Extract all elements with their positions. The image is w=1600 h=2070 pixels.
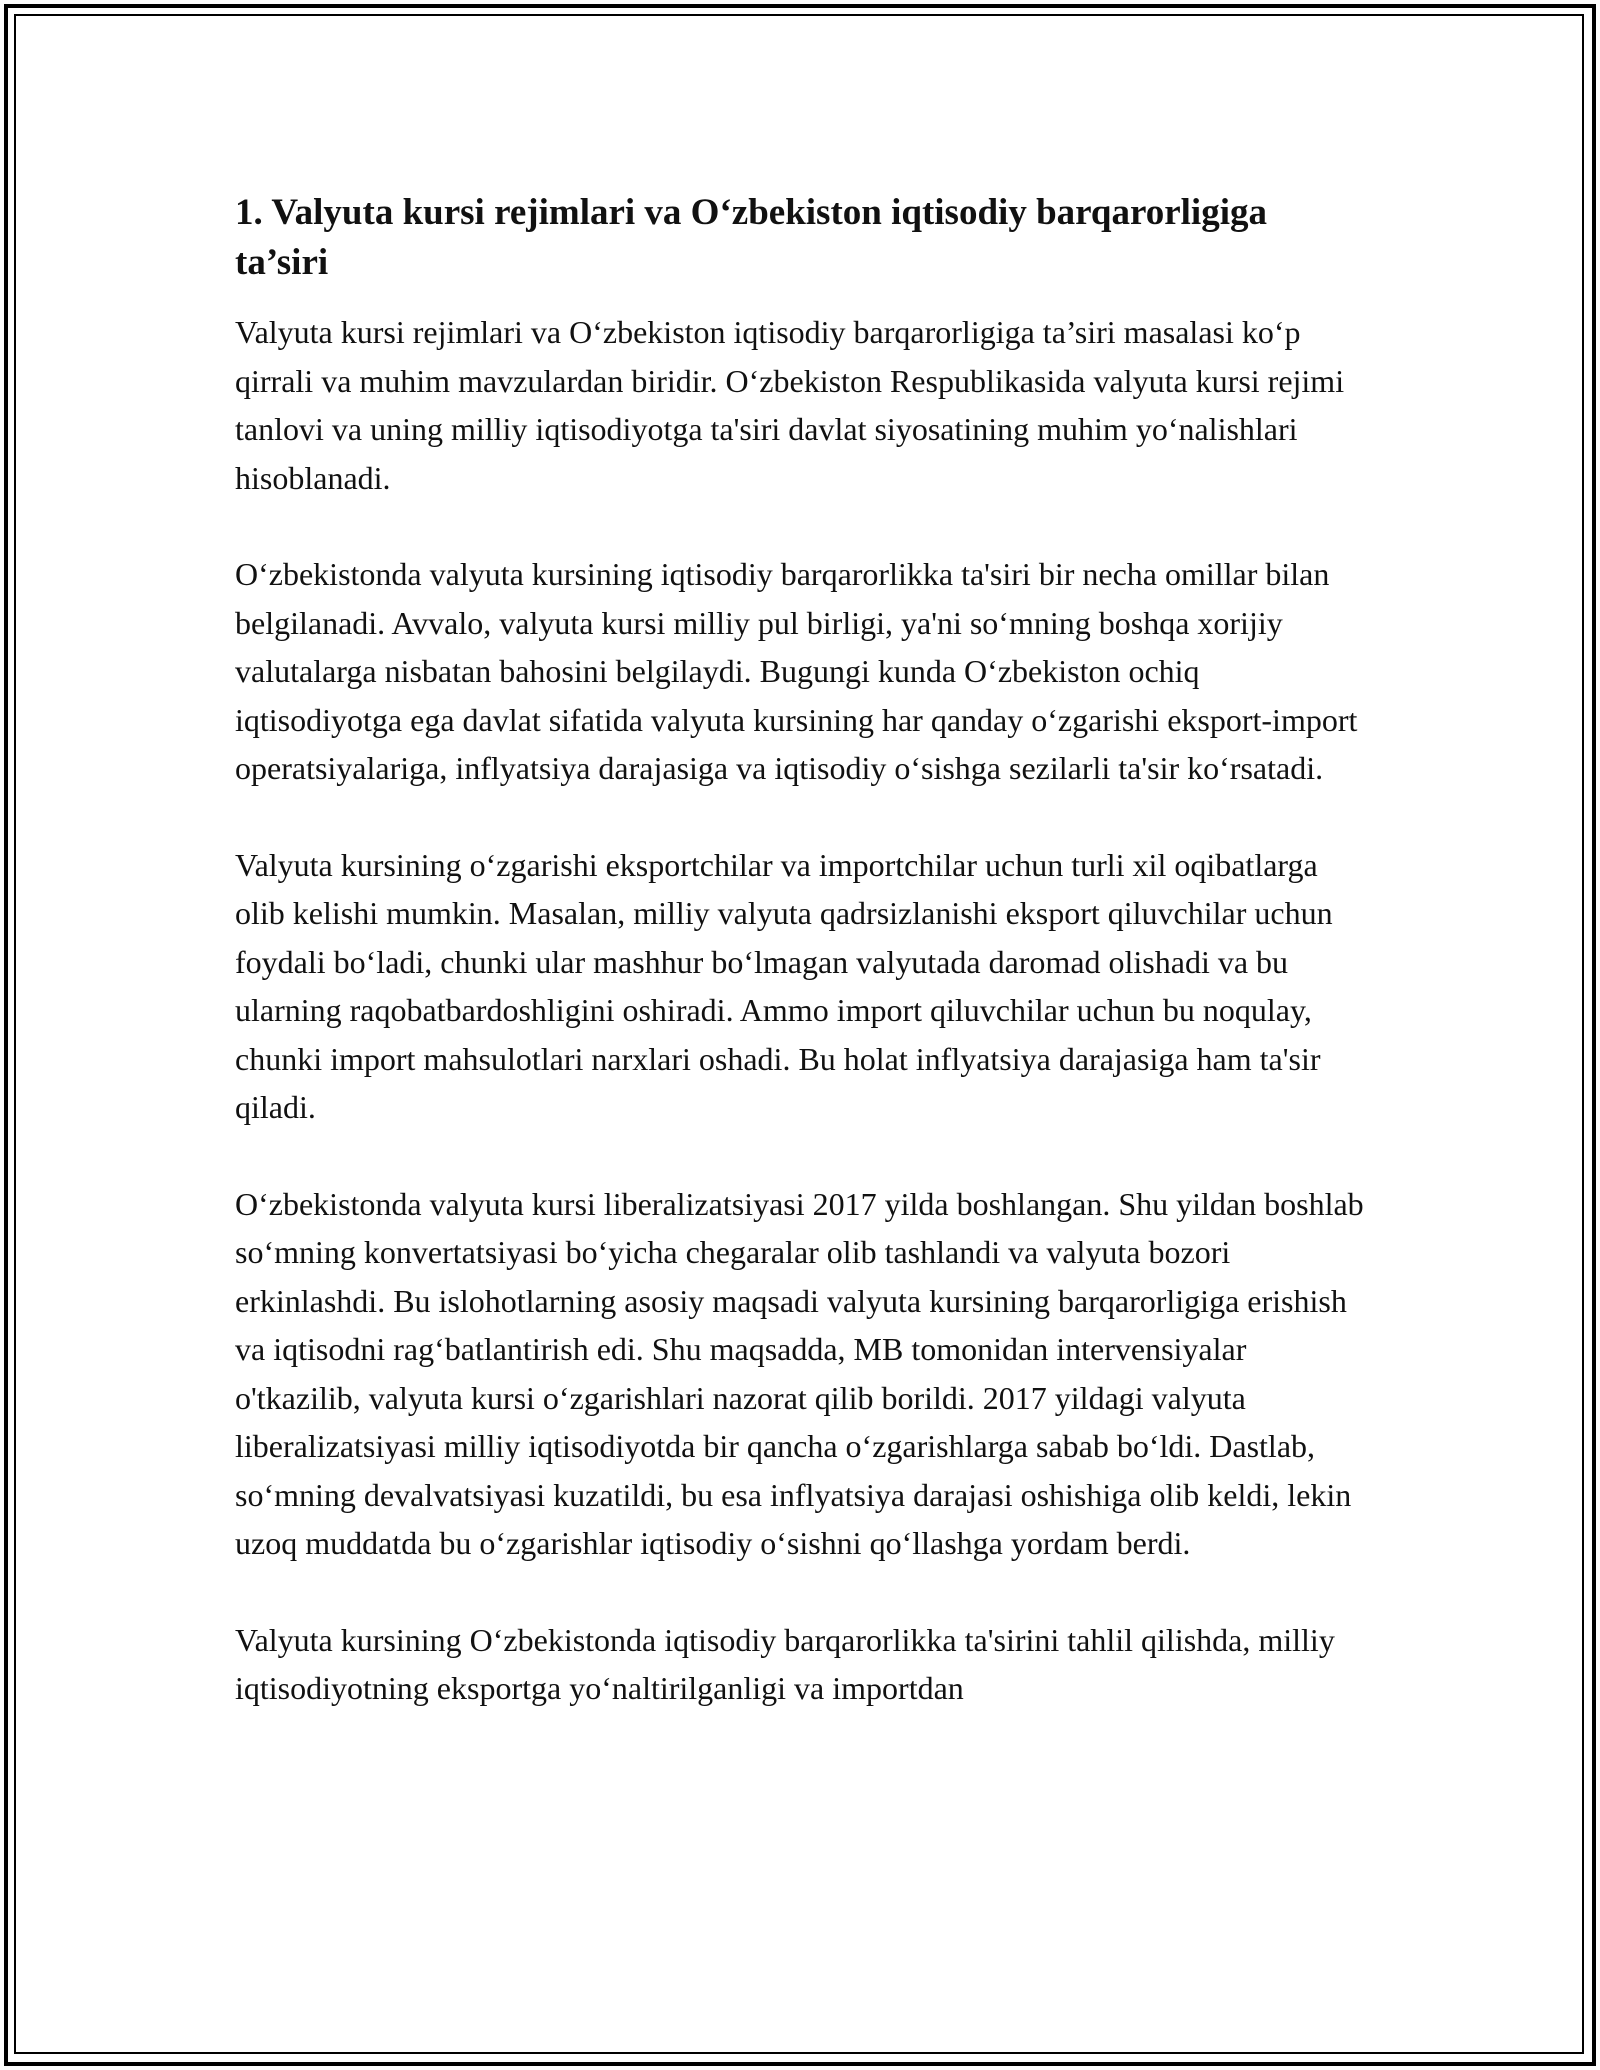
paragraph-4: O‘zbekistonda valyuta kursi liberalizatsiyasi 2017 yilda boshlangan. Shu yildan boshlab so‘mning konvertatsiyasi bo‘yicha chegaralar olib tashlandi va valyuta bozori erkinlashdi. Bu islohotlarning asosiy maqsadi valyuta kursining barqarorligiga erishish va iqtisodni rag‘batlantirish edi. Shu maqsadda, MB tomonidan intervensiyalar o'tkazilib, valyuta kursi o‘zgarishlari nazorat qilib borildi. 2017 yildagi valyuta liberalizatsiyasi milliy iqtisodiyotda bir qancha o‘zgarishlarga sabab bo‘ldi. Dastlab, so‘mning devalvatsiyasi kuzatildi, bu esa inflyatsiya darajasi oshishiga olib keldi, lekin uzoq muddatda bu o‘zgarishlar iqtisodiy o‘sishni qo‘llashga yordam berdi. [235,1185,1364,1561]
section-heading: 1. Valyuta kursi rejimlari va O‘zbekiston iqtisodiy barqarorligiga ta’siri [235,192,1267,283]
paragraph-3: Valyuta kursining o‘zgarishi eksportchilar va importchilar uchun turli xil oqibatlarga olib kelishi mumkin. Masalan, milliy valyuta qadrsizlanishi eksport qiluvchilar uchun foydali bo‘ladi, chunki ular mashhur bo‘lmagan valyutada daromad olishadi va bu ularning raqobatbardoshligini oshiradi. Ammo import qiluvchilar uchun bu noqulay, chunki import mahsulotlari narxlari oshadi. Bu holat inflyatsiya darajasiga ham ta'sir qiladi. [235,846,1333,1125]
document-body [235,188,1365,1761]
paragraph-1: Valyuta kursi rejimlari va O‘zbekiston iqtisodiy barqarorligiga ta’siri masalasi ko‘p qirrali va muhim mavzulardan biridir. O‘zbekiston Respublikasida valyuta kursi rejimi tanlovi va uning milliy iqtisodiyotga ta'siri davlat siyosatining muhim yo‘nalishlari hisoblanadi. [235,314,1345,496]
paragraph-5: Valyuta kursining O‘zbekistonda iqtisodiy barqarorlikka ta'sirini tahlil qilishda, milliy iqtisodiyotning eksportga yo‘naltirilganligi va importdan [235,1621,1335,1706]
paragraph-2: O‘zbekistonda valyuta kursining iqtisodiy barqarorlikka ta'siri bir necha omillar bilan belgilanadi. Avvalo, valyuta kursi milliy pul birligi, ya'ni so‘mning boshqa xorijiy valutalarga nisbatan bahosini belgilaydi. Bugungi kunda O‘zbekiston ochiq iqtisodiyotga ega davlat sifatida valyuta kursining har qanday o‘zgarishi eksport-import operatsiyalariga, inflyatsiya darajasiga va iqtisodiy o‘sishga sezilarli ta'sir ko‘rsatadi. [235,556,1358,786]
